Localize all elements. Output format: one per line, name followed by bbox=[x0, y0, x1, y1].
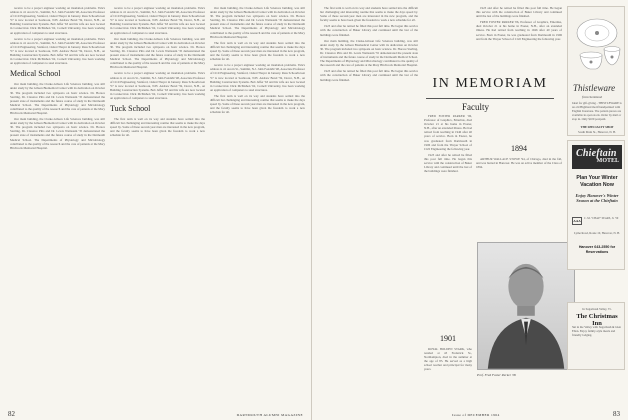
inn-location: In Sugarbush Valley, Vt. bbox=[582, 307, 612, 311]
paragraph: receive to be a project engineer working on insulation problems. Yale's address is 41 Acorn St., Summit, N.J. John Fondahl '48, Associate Professor of Civil Engineering, Stanford, visited Thayer in January. Russ Schoorhoven '57 is now located at Seabrook, N.H. Andrew Bond '59, Dover, N.H., on Building Construction Systems. Bob Jeffer '63 and his wife are now located in Connecticut. Dick McMahon '62, Cornell University, has been working on application of computers to steel structures. bbox=[110, 71, 205, 100]
chieftain-route: Lyme Road, Route 10, Hanover, N. H. bbox=[573, 231, 621, 235]
paragraph: receive to be a project engineer working on insulation problems. Yale's address is 41 Acorn St., Summit, N.J. John Fondahl '48, Associate Professor of Civil Engineering, Stanford, visited Thayer in January. Russ Schoorhoven '57 is now located at Seabrook, N.H. Andrew Bond '59, Dover, N.H., on Building Construction Systems. Bob Jeffer '63 and his wife are now located in Connecticut. Dick McMahon '62, Cornell University, has been working on application of computers to steel structures. bbox=[110, 6, 205, 35]
dishware-illustration bbox=[572, 15, 622, 77]
chieftain-slogan: Enjoy Hanover's Winter Season at the Chieftain bbox=[575, 193, 619, 203]
paragraph: The first term is well on its way and students have settled into the difficult but challenging and interesting routine that seems to make the days speed by. Some of these second-year men are interested in the new program, and the faculty seems to have been given the freedom to work a new schedule for all. bbox=[210, 40, 305, 62]
in-memoriam-title: IN MEMORIAM bbox=[432, 76, 548, 91]
year-heading-1894: 1894 bbox=[511, 144, 527, 153]
left-column-1 bbox=[10, 6, 105, 408]
chieftain-headline: Plan Your Winter Vacation Now bbox=[576, 175, 618, 188]
paragraph: The first term is well on its way and students have settled into the difficult but challenging and interesting routine that seems to make the days speed by. Some of these second-year men are interested in the new program, and the faculty seems to have been given the freedom to work a new schedule for all. bbox=[110, 117, 205, 138]
paragraph: FRED FOSTER PARKER '06, Professor of Graphics, Emeritus, died October 21 at his home in Exeter, N.H., after an extended illness. He had retired from teaching in 1946 after 40 years of service. Born in Exeter, he was graduated from Dartmouth in 1906 and from the Thayer School of Civil Engineering the following year. bbox=[476, 20, 562, 41]
faculty-heading: Faculty bbox=[462, 102, 489, 112]
section-heading-medical: Medical School bbox=[10, 69, 61, 79]
page-number: 83 bbox=[613, 410, 620, 418]
paragraph: Our main building, the Clarke-Gibson Life Sciences building, was still under study by the Gibson Biomedical Center with its dedication on October 30. The program included two symposia on basic science. Dr. Horace Sterling, Dr. Clarence Pitts and Dr. Lewis Weinstein '35 demonstrated the present state of instruments and the future course of study in the Darmouth Medical School. The Departments of Physiology and Microbiology contributed to the quality of the research and the care of patients at the Mary Hitchcock Memorial Hospital. bbox=[210, 6, 305, 39]
chieftain-phone: Hanover 643-2550 for Reservations bbox=[578, 245, 616, 254]
paragraph: Our main building, the Clarke-Gibson Life Sciences building, was still under study by the Gibson Biomedical Center with its dedication on October 30. The program included two symposia on basic science. Dr. Horace Sterling, Dr. Clarence Pitts and Dr. Lewis Weinstein '35 demonstrated the present state of instruments and the future course of study in the Darmouth Medical School. The Departments of Physiology and Microbiology contributed to the quality of the research and the care of patients at the Mary Hitchcock Memorial Hospital. bbox=[320, 38, 418, 68]
running-footer: DARTMOUTH ALUMNI MAGAZINE bbox=[236, 413, 303, 417]
paragraph: receive to be a project engineer working on insulation problems. Yale's address is 41 Acorn St., Summit, N.J. John Fondahl '48, Associate Professor of Civil Engineering, Stanford, visited Thayer in January. Russ Schoorhoven '57 is now located at Seabrook, N.H. Andrew Bond '59, Dover, N.H., on Building Construction Systems. Bob Jeffer '63 and his wife are now located in Connecticut. Dick McMahon '62, Cornell University, has been working on application of computers to steel structures. bbox=[10, 36, 105, 66]
motel-label: MOTEL bbox=[596, 158, 619, 164]
thistleware-subtitle: from Scotland bbox=[582, 95, 602, 99]
paragraph: receive to be a project engineer working on insulation problems. Yale's address is 41 Acorn St., Summit, N.J. John Fondahl '48, Associate Professor of Civil Engineering, Stanford, visited Thayer in January. Russ Schoorhoven '57 is now located at Seabrook, N.H. Andrew Bond '59, Dover, N.H., on Building Construction Systems. Bob Jeffer '63 and his wife are now located in Connecticut. Dick McMahon '62, Cornell University, has been working on application of computers to steel structures. bbox=[210, 63, 305, 92]
paragraph: FRED FOSTER PARKER '06, Professor of Graphics, Emeritus, died October 21 at his home in Exeter, N.H., after an extended illness. He had retired from teaching in 1946 after 40 years of service. Born in Exeter, he was graduated from Dartmouth in 1906 and from the Thayer School of Civil Engineering the following year. bbox=[424, 114, 472, 151]
running-footer: Issue of DECEMBER 1964 bbox=[452, 413, 500, 417]
paragraph: 1923 and after he retired he filled this post full time. He began this service with the construction of Baker Library and continued until the last of the buildings were finished. bbox=[424, 152, 472, 174]
paragraph: The first term is well on its way and students have settled into the difficult but challenging and interesting routine that seems to make the days speed by. Some of these second-year men are interested in the new program, and the faculty seems to have been given the freedom to work a new schedule for all. bbox=[210, 93, 305, 115]
thistleware-title: Thistleware bbox=[573, 83, 616, 93]
paragraph: 1923 and after he retired he filled this post full time. He began this service with the construction of Baker Library and continued until the last of the buildings were finished. bbox=[320, 69, 418, 82]
shop-address: South Main St., Hanover, N. H. bbox=[578, 130, 616, 134]
paragraph: The first term is well on its way and students have settled into the difficult but challenging and interesting routine that seems to make the days speed by. Some of these second-year men are interested in the new program, and the faculty seems to have been given the freedom to work a new schedule for all. bbox=[320, 6, 418, 23]
left-column-2 bbox=[110, 6, 205, 408]
chieftain-logo-text: Chieftain bbox=[576, 148, 617, 159]
paragraph: Our main building, the Clarke-Gibson Life Sciences building, was still under study by the Gibson Biomedical Center with its dedication on October 30. The program included two symposia on basic science. Dr. Horace Sterling, Dr. Clarence Pitts and Dr. Lewis Weinstein '35 demonstrated the present state of instruments and the future course of study in the Darmouth Medical School. The Departments of Physiology and Microbiology contributed to the quality of the research and the care of patients at the Mary Hitchcock Memorial Hospital. bbox=[10, 82, 105, 115]
chieftain-motel-ad bbox=[567, 140, 625, 270]
left-page bbox=[0, 0, 312, 420]
portrait-photo bbox=[477, 242, 575, 370]
photo-caption: Prof. Fred Foster Parker '06 bbox=[477, 373, 516, 377]
paragraph: ARTHUR WALLACE STOWE '94, of Chicago, died in the fall, and was buried in Hanover. He was an active member of the Class of 1894. bbox=[476, 157, 562, 170]
inn-name: The Christmas Inn bbox=[576, 313, 618, 327]
aaa-badge: AAA bbox=[573, 219, 581, 223]
christmas-inn-ad bbox=[567, 302, 625, 370]
chieftain-owner: C. M. "CHAP" SEARS, Jr. '59 bbox=[584, 217, 619, 220]
page-number: 82 bbox=[8, 410, 15, 418]
chieftain-logo bbox=[572, 145, 622, 169]
paragraph: Our main building, the Clarke-Gibson Life Sciences building, was still under study by the Gibson Biomedical Center with its dedication on October 30. The program included two symposia on basic science. Dr. Horace Sterling, Dr. Clarence Pitts and Dr. Lewis Weinstein '35 demonstrated the present state of instruments and the future course of study in the Darmouth Medical School. The Departments of Physiology and Microbiology contributed to the quality of the research and the care of patients at the Mary Hitchcock Memorial Hospital. bbox=[110, 36, 205, 70]
year-heading-1901: 1901 bbox=[440, 334, 456, 343]
portrait-image bbox=[478, 243, 574, 369]
paragraph: 1923 and after he retired he filled this post full time. He began this service with the construction of Baker Library and continued until the last of the buildings were finished. bbox=[476, 6, 562, 19]
inn-description: Ski in the Valley with Sugarbush & Glen Ellen. Enjoy family-style meals and friendly lodging. bbox=[572, 325, 622, 337]
thistleware-body: Ideal for gift-giving - THISTLEWARE is an old Highland motif handpainted with English Ironstone. The pattern pieces are available in open stock. Order by mail or stop in. Only $100 postpaid. bbox=[572, 101, 622, 121]
thistleware-ad bbox=[567, 6, 625, 136]
right-page bbox=[312, 0, 628, 420]
left-column-3 bbox=[210, 6, 305, 408]
memorial-1894 bbox=[476, 140, 562, 238]
paragraph: Our main building, the Clarke-Gibson Life Sciences building, was still under study by the Gibson Biomedical Center with its dedication on October 30. The program included two symposia on basic science. Dr. Horace Sterling, Dr. Clarence Pitts and Dr. Lewis Weinstein '35 demonstrated the present state of instruments and the future course of study in the Darmouth Medical School. The Departments of Physiology and Microbiology contributed to the quality of the research and the care of patients at the Mary Hitchcock Memorial Hospital. bbox=[10, 117, 105, 150]
section-heading-tuck: Tuck School bbox=[110, 104, 151, 114]
paragraph: ROYAL BOLDEN STARK, who resided at 43 Frederick St., Northampton, died in the summer at the age of 85. He served as a high school teacher and principal for many years. bbox=[424, 347, 472, 372]
memorial-1901 bbox=[424, 330, 472, 408]
right-column-1 bbox=[320, 6, 418, 408]
shop-name: THE SPECIALTY SHOP bbox=[580, 125, 614, 129]
paragraph: receive to be a project engineer working on insulation problems. Yale's address is 41 Acorn St., Summit, N.J. John Fondahl '48, Associate Professor of Civil Engineering, Stanford, visited Thayer in January. Russ Schoorhoven '57 is now located at Seabrook, N.H. Andrew Bond '59, Dover, N.H., on Building Construction Systems. Bob Jeffer '63 and his wife are now located in Connecticut. Dick McMahon '62, Cornell University, has been working on application of computers to steel structures. bbox=[10, 6, 105, 35]
paragraph: 1923 and after he retired he filled this post full time. He began this service with the construction of Baker Library and continued until the last of the buildings were finished. bbox=[320, 24, 418, 37]
